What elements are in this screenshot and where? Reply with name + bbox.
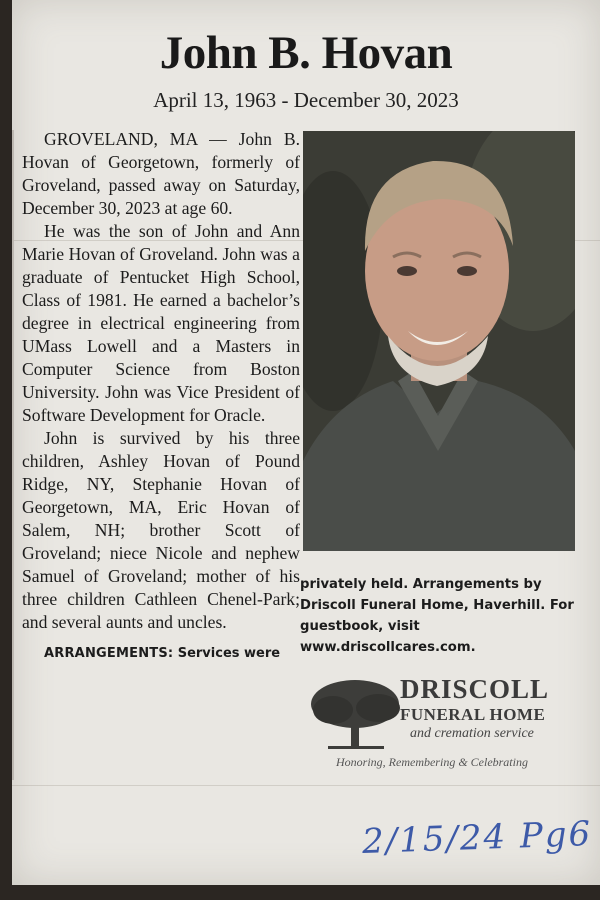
obituary-paragraph: GROVELAND, MA — John B. Hovan of Georgetown, formerly of Groveland, passed away on Saturday, December 30, 2023 at age 60. [22, 129, 300, 218]
obituary-dates: April 13, 1963 - December 30, 2023 [153, 88, 459, 112]
column-rule [12, 130, 14, 780]
paper-crease [12, 785, 600, 786]
arrangements-paragraph [22, 640, 300, 665]
obituary-paragraph: He was the son of John and Ann Marie Hovan of Groveland. John was a graduate of Pentucket High School, Class of 1981. He earned a bachelor’s degree in electrical engineering from UMass Lowell and a Masters in Computer Science from Boston University. John was Vice President of Software Development for Oracle. [22, 221, 300, 425]
arrangements-continued-column [300, 574, 578, 658]
tree-icon [308, 672, 403, 757]
logo-name: DRISCOLL [400, 674, 550, 704]
obituary-text-column [22, 128, 300, 665]
arrangements-label: ARRANGEMENTS: [44, 646, 174, 661]
logo-tagline: Honoring, Remembering & Celebrating [336, 755, 528, 769]
driscoll-logo [308, 672, 578, 782]
arrangements-start: Services were [177, 646, 281, 661]
newspaper-clipping [12, 0, 600, 885]
arrangements-continued: privately held. Arrangements by Driscoll Funeral Home, Haverhill. For guestbook, visit www.driscollcares.com. [300, 577, 574, 655]
handwritten-date-annotation: 2/15/24 Pg6 [361, 813, 593, 863]
obituary-paragraph: John is survived by his three children, Ashley Hovan of Pound Ridge, NY, Stephanie Hovan of Georgetown, MA, Eric Hovan of Salem, NH; brother Scott of Groveland; niece Nicole and nephew Samuel of Groveland; mother of his three children Cathleen Chenel-Park; and several aunts and uncles. [22, 428, 300, 632]
logo-subtitle: FUNERAL HOME [400, 705, 546, 724]
portrait-illustration [303, 131, 575, 551]
logo-service: and cremation service [410, 726, 534, 741]
portrait-photo [303, 131, 575, 551]
obituary-name: John B. Hovan [159, 27, 453, 79]
